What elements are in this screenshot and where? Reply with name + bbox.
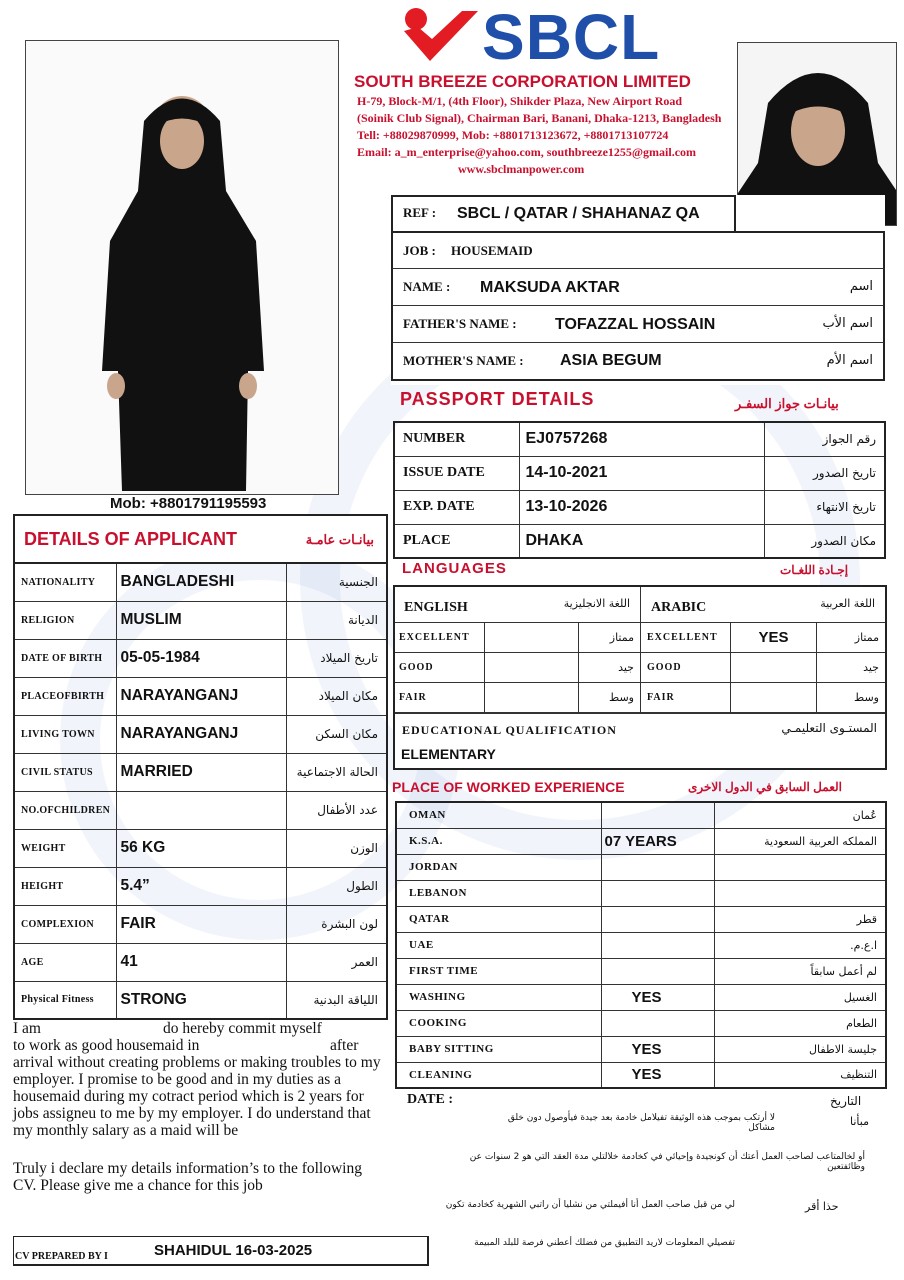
language-level-row — [395, 623, 885, 653]
applicant-row — [14, 981, 387, 1019]
experience-value — [601, 958, 714, 984]
applicant-row — [14, 867, 387, 905]
applicant-value: MUSLIM — [116, 601, 286, 639]
arabic-label: ARABIC — [651, 600, 707, 615]
level-english-label: EXCELLENT — [395, 623, 485, 653]
arabic-aside-2: حذا أقر — [805, 1200, 839, 1213]
english-arabic: اللغة الانجليزية — [563, 597, 630, 610]
mother-label: MOTHER'S NAME : — [403, 353, 524, 368]
experience-value — [601, 802, 714, 828]
cv-prepared-label: CV PREPARED BY I — [15, 1251, 108, 1262]
applicant-arabic: لون البشرة — [286, 905, 387, 943]
declaration-text — [13, 1020, 388, 1194]
applicant-label: Physical Fitness — [14, 981, 116, 1019]
passport-label: ISSUE DATE — [394, 456, 519, 490]
applicant-row — [14, 905, 387, 943]
company-phone: Tell: +88029870999, Mob: +8801713123672, +8801713107724 — [357, 128, 669, 142]
experience-value — [601, 880, 714, 906]
applicant-row — [14, 601, 387, 639]
level-arabic-en-label: EXCELLENT — [641, 623, 731, 653]
passport-row — [394, 422, 885, 456]
arabic-decl-2: أو لخالمتاعب لصاحب العمل أعتك أن كونجيدة وإحيائي في كخادمة خلالتلي مدة العقد التي هو 2 سنوات عن وظائفتعين — [469, 1152, 865, 1172]
job-label: JOB : — [403, 243, 436, 258]
experience-label: CLEANING — [396, 1062, 601, 1088]
experience-arabic: الغسيل — [714, 984, 886, 1010]
logo-text: SBCL — [482, 1, 661, 73]
level-arabic-ar-label: وسط — [854, 691, 879, 704]
passport-value: DHAKA — [519, 524, 764, 558]
applicant-title: DETAILS OF APPLICANT — [24, 529, 237, 549]
experience-arabic: قطر — [714, 906, 886, 932]
passport-row — [394, 456, 885, 490]
father-label: FATHER'S NAME : — [403, 316, 517, 331]
english-mark — [485, 623, 579, 653]
applicant-value: FAIR — [116, 905, 286, 943]
applicant-value: STRONG — [116, 981, 286, 1019]
experience-row — [396, 1062, 886, 1088]
applicant-row — [14, 639, 387, 677]
ref-row — [391, 195, 736, 231]
decl-i-am: I am — [13, 1020, 41, 1037]
applicant-value: 05-05-1984 — [116, 639, 286, 677]
education-label: EDUCATIONAL QUALIFICATION — [402, 723, 617, 737]
passport-row — [394, 524, 885, 558]
experience-label: K.S.A. — [396, 828, 601, 854]
level-arabic-ar-label: ممتاز — [854, 631, 879, 644]
experience-label: LEBANON — [396, 880, 601, 906]
mother-arabic: اسم الأم — [826, 353, 873, 368]
company-address-1: H-79, Block-M/1, (4th Floor), Shikder Plaza, New Airport Road — [357, 94, 683, 108]
job-row — [391, 231, 885, 269]
passport-label: PLACE — [394, 524, 519, 558]
experience-row — [396, 828, 886, 854]
ref-value: SBCL / QATAR / SHAHANAZ QA — [457, 205, 700, 222]
company-name: SOUTH BREEZE CORPORATION LIMITED — [354, 72, 691, 91]
sbcl-logo-icon — [400, 5, 482, 67]
experience-value: YES — [601, 1062, 714, 1088]
passport-arabic: تاريخ الصدور — [764, 456, 885, 490]
name-row — [391, 269, 885, 306]
language-level-row — [395, 683, 885, 713]
level-arabic-label: وسط — [579, 683, 641, 713]
passport-label: NUMBER — [394, 422, 519, 456]
level-arabic-label: جيد — [579, 653, 641, 683]
applicant-header — [13, 514, 388, 562]
experience-arabic: جليسة الاطفال — [714, 1036, 886, 1062]
applicant-arabic: الطول — [286, 867, 387, 905]
applicant-row — [14, 791, 387, 829]
decl-commit: do hereby commit myself — [163, 1020, 322, 1037]
applicant-label: LIVING TOWN — [14, 715, 116, 753]
applicant-label: PLACEOFBIRTH — [14, 677, 116, 715]
applicant-label: CIVIL STATUS — [14, 753, 116, 791]
applicant-arabic: الوزن — [286, 829, 387, 867]
applicant-label: COMPLEXION — [14, 905, 116, 943]
applicant-arabic: الجنسية — [286, 563, 387, 601]
passport-value: 13-10-2026 — [519, 490, 764, 524]
applicant-value: 41 — [116, 943, 286, 981]
level-arabic-label: ممتاز — [579, 623, 641, 653]
experience-arabic — [714, 880, 886, 906]
passport-title: PASSPORT DETAILS — [400, 389, 595, 409]
arabic-decl-1: لا أرتكب بموجب هذه الوثيقة تفيلامل خادمة بعد جيدة فيأوصول دون خلق مشاكل — [507, 1113, 775, 1133]
applicant-label: NO.OFCHILDREN — [14, 791, 116, 829]
passport-arabic: رقم الجواز — [764, 422, 885, 456]
applicant-arabic: العمر — [286, 943, 387, 981]
passport-arabic: تاريخ الانتهاء — [764, 490, 885, 524]
arabic-mark — [731, 653, 817, 683]
experience-value — [601, 1010, 714, 1036]
company-website: www.sbclmanpower.com — [458, 162, 585, 176]
experience-label: QATAR — [396, 906, 601, 932]
applicant-row — [14, 563, 387, 601]
experience-arabic: ا.ع.م. — [714, 932, 886, 958]
applicant-label: RELIGION — [14, 601, 116, 639]
ref-label: REF : — [403, 205, 437, 220]
language-level-row — [395, 653, 885, 683]
arabic-decl-4: تفصيلي المعلومات لاريد التطبيق من فضلك أعطني فرصة للبلد المبيمة — [474, 1238, 735, 1248]
languages-title: LANGUAGES — [402, 560, 507, 577]
passport-title-arabic: بيانـات جواز السفـر — [735, 396, 839, 411]
passport-arabic: مكان الصدور — [764, 524, 885, 558]
name-arabic: اسم — [849, 279, 873, 294]
passport-label: EXP. DATE — [394, 490, 519, 524]
experience-value: YES — [601, 984, 714, 1010]
applicant-title-arabic: بيانـات عامـة — [305, 532, 374, 547]
applicant-arabic: مكان الميلاد — [286, 677, 387, 715]
experience-arabic: الطعام — [714, 1010, 886, 1036]
applicant-value — [116, 791, 286, 829]
experience-row — [396, 854, 886, 880]
applicant-label: HEIGHT — [14, 867, 116, 905]
experience-arabic: عُمان — [714, 802, 886, 828]
experience-label: OMAN — [396, 802, 601, 828]
experience-arabic: التنظيف — [714, 1062, 886, 1088]
experience-title-arabic: العمل السابق في الدول الاخرى — [688, 780, 842, 794]
experience-label: WASHING — [396, 984, 601, 1010]
arabic-arabic: اللغة العربية — [820, 597, 875, 610]
level-arabic-en-label: FAIR — [641, 683, 731, 713]
passport-table — [393, 421, 886, 559]
decl-rest: arrival without creating problems or making troubles to my employer. I promise to be good and in my duties as a housemaid during my cotract period which is 2 years for jobs assigneu to me by my employer. I do understand that my monthly salary as a maid will be — [13, 1054, 381, 1139]
passport-row — [394, 490, 885, 524]
decl-after: after — [330, 1037, 359, 1054]
decl-truly: Truly i declare my details information’s to the following CV. Please give me a chance for this job — [13, 1160, 362, 1194]
company-address-2: (Soinik Club Signal), Chairman Bari, Banani, Dhaka-1213, Bangladesh — [357, 111, 722, 125]
applicant-arabic: تاريخ الميلاد — [286, 639, 387, 677]
name-value: MAKSUDA AKTAR — [480, 279, 620, 296]
full-body-figure — [26, 41, 339, 495]
education-value: ELEMENTARY — [401, 746, 496, 762]
passport-value: 14-10-2021 — [519, 456, 764, 490]
applicant-label: DATE OF BIRTH — [14, 639, 116, 677]
experience-title: PLACE OF WORKED EXPERIENCE — [392, 779, 625, 795]
experience-value: YES — [601, 1036, 714, 1062]
experience-value — [601, 906, 714, 932]
applicant-value: 56 KG — [116, 829, 286, 867]
english-mark — [485, 683, 579, 713]
company-email: Email: a_m_enterprise@yahoo.com, southbreeze1255@gmail.com — [357, 145, 697, 159]
experience-label: COOKING — [396, 1010, 601, 1036]
experience-arabic — [714, 854, 886, 880]
applicant-label: WEIGHT — [14, 829, 116, 867]
full-body-photo — [25, 40, 339, 495]
date-arabic: التاريخ — [830, 1094, 862, 1108]
experience-row — [396, 958, 886, 984]
experience-row — [396, 984, 886, 1010]
experience-row — [396, 932, 886, 958]
applicant-table — [13, 562, 388, 1020]
english-label: ENGLISH — [404, 600, 468, 615]
applicant-label: AGE — [14, 943, 116, 981]
mother-value: ASIA BEGUM — [560, 352, 662, 369]
experience-arabic: المملكه العربية السعودية — [714, 828, 886, 854]
experience-label: JORDAN — [396, 854, 601, 880]
applicant-arabic: عدد الأطفال — [286, 791, 387, 829]
applicant-arabic: الحالة الاجتماعية — [286, 753, 387, 791]
applicant-arabic: اللياقة البدنية — [286, 981, 387, 1019]
mobile-number: Mob: +8801791195593 — [110, 495, 267, 512]
level-english-label: GOOD — [395, 653, 485, 683]
applicant-value: MARRIED — [116, 753, 286, 791]
level-english-label: FAIR — [395, 683, 485, 713]
level-arabic-ar-label: جيد — [863, 661, 879, 674]
applicant-label: NATIONALITY — [14, 563, 116, 601]
applicant-value: NARAYANGANJ — [116, 715, 286, 753]
applicant-arabic: الديانة — [286, 601, 387, 639]
arabic-mark — [731, 683, 817, 713]
experience-row — [396, 906, 886, 932]
applicant-value: NARAYANGANJ — [116, 677, 286, 715]
applicant-row — [14, 943, 387, 981]
passport-value: EJ0757268 — [519, 422, 764, 456]
father-arabic: اسم الأب — [822, 316, 873, 331]
personal-info-box — [391, 195, 885, 385]
applicant-row — [14, 829, 387, 867]
applicant-row — [14, 715, 387, 753]
arabic-aside-1: مبأنا — [850, 1115, 869, 1128]
date-label: DATE : — [407, 1092, 454, 1107]
arabic-mark: YES — [731, 623, 817, 653]
arabic-decl-3: لي من قبل صاحب العمل أنا أفيملتي من نشليا أن راتبي الشهرية كخادمة تكون — [445, 1200, 735, 1210]
experience-row — [396, 880, 886, 906]
experience-value — [601, 854, 714, 880]
level-arabic-en-label: GOOD — [641, 653, 731, 683]
cv-prepared-value: SHAHIDUL 16-03-2025 — [154, 1242, 313, 1259]
name-label: NAME : — [403, 279, 451, 294]
experience-row — [396, 1036, 886, 1062]
experience-label: UAE — [396, 932, 601, 958]
applicant-row — [14, 753, 387, 791]
languages-title-arabic: إجـادة اللغـات — [780, 563, 849, 577]
english-mark — [485, 653, 579, 683]
experience-value: 07 YEARS — [601, 828, 714, 854]
experience-row — [396, 802, 886, 828]
applicant-arabic: مكان السكن — [286, 715, 387, 753]
father-value: TOFAZZAL HOSSAIN — [555, 316, 716, 333]
father-row — [391, 306, 885, 343]
experience-label: BABY SITTING — [396, 1036, 601, 1062]
job-value: HOUSEMAID — [451, 243, 533, 258]
cv-prepared-box — [13, 1236, 429, 1266]
experience-label: FIRST TIME — [396, 958, 601, 984]
experience-arabic: لم أعمل سابقاً — [714, 958, 886, 984]
experience-value — [601, 932, 714, 958]
applicant-value: BANGLADESHI — [116, 563, 286, 601]
experience-row — [396, 1010, 886, 1036]
mother-row — [391, 343, 885, 381]
languages-box — [393, 585, 887, 770]
education-arabic: المستـوى التعليمـي — [781, 721, 877, 735]
experience-table — [395, 801, 887, 1089]
applicant-value: 5.4” — [116, 867, 286, 905]
applicant-row — [14, 677, 387, 715]
decl-work: to work as good housemaid in — [13, 1037, 200, 1054]
